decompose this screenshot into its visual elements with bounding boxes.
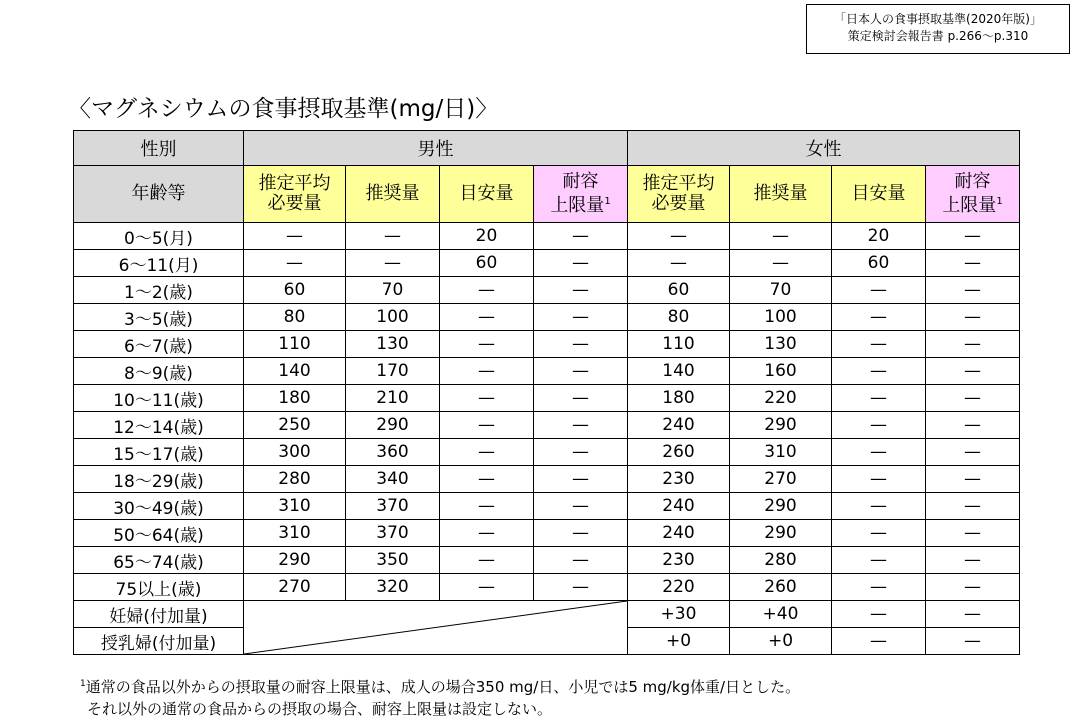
value-cell-m-rda: 350: [346, 547, 440, 574]
value-cell-f-rda: 100: [730, 304, 832, 331]
source-line-1: 「日本人の食事摂取基準(2020年版)」: [834, 12, 1042, 26]
value-cell-f-rda: 220: [730, 385, 832, 412]
value-cell-f-ear: 80: [628, 304, 730, 331]
value-cell-f-ear: 240: [628, 412, 730, 439]
table-row: [74, 574, 1020, 601]
value-cell-m-ear: 110: [244, 331, 346, 358]
value-cell-f-ear: 110: [628, 331, 730, 358]
value-cell-m-ul: —: [534, 493, 628, 520]
header-female-ear: [628, 166, 730, 223]
header-male-rda: 推奨量: [346, 166, 440, 223]
value-cell-f-ul: —: [926, 601, 1020, 628]
value-cell-f-ai: —: [832, 277, 926, 304]
value-cell-f-ai: 60: [832, 250, 926, 277]
table-row: [74, 331, 1020, 358]
value-cell-f-rda: 270: [730, 466, 832, 493]
age-cell: 18〜29(歳): [74, 466, 244, 493]
footnote-text-1: 通常の食品以外からの摂取量の耐容上限量は、成人の場合350 mg/日、小児では5 mg/kg体重/日とした。: [85, 678, 801, 696]
header-female-rda: 推奨量: [730, 166, 832, 223]
value-cell-f-ai: —: [832, 628, 926, 655]
value-cell-f-ul: —: [926, 493, 1020, 520]
value-cell-f-rda: +0: [730, 628, 832, 655]
value-cell-f-ai: —: [832, 493, 926, 520]
value-cell-m-ear: —: [244, 250, 346, 277]
header-female: 女性: [628, 131, 1020, 166]
value-cell-f-ul: —: [926, 439, 1020, 466]
value-cell-m-ear: —: [244, 223, 346, 250]
value-cell-m-ul: —: [534, 520, 628, 547]
value-cell-f-ear: +30: [628, 601, 730, 628]
value-cell-f-ear: 240: [628, 520, 730, 547]
table-row: [74, 277, 1020, 304]
value-cell-m-rda: 130: [346, 331, 440, 358]
value-cell-f-rda: 260: [730, 574, 832, 601]
value-cell-m-rda: 70: [346, 277, 440, 304]
value-cell-m-ear: 80: [244, 304, 346, 331]
value-cell-f-ear: —: [628, 223, 730, 250]
age-cell: 12〜14(歳): [74, 412, 244, 439]
table-row: [74, 385, 1020, 412]
value-cell-f-ear: 60: [628, 277, 730, 304]
age-cell: 65〜74(歳): [74, 547, 244, 574]
value-cell-m-ai: —: [440, 493, 534, 520]
diagonal-line: [244, 601, 627, 654]
value-cell-m-rda: 360: [346, 439, 440, 466]
table-row-special: [74, 601, 1020, 628]
value-cell-m-ai: —: [440, 547, 534, 574]
age-cell: 10〜11(歳): [74, 385, 244, 412]
value-cell-m-rda: 370: [346, 520, 440, 547]
value-cell-m-ul: —: [534, 466, 628, 493]
value-cell-m-ai: 20: [440, 223, 534, 250]
value-cell-m-ul: —: [534, 250, 628, 277]
footnote-mark: 1: [80, 679, 86, 689]
value-cell-m-ear: 270: [244, 574, 346, 601]
header-female-ul: [926, 166, 1020, 223]
value-cell-f-ear: 260: [628, 439, 730, 466]
value-cell-m-rda: 370: [346, 493, 440, 520]
value-cell-f-ai: —: [832, 304, 926, 331]
value-cell-m-ear: 300: [244, 439, 346, 466]
value-cell-f-ear: 180: [628, 385, 730, 412]
value-cell-f-ai: —: [832, 412, 926, 439]
value-cell-m-ai: —: [440, 277, 534, 304]
value-cell-m-ul: —: [534, 385, 628, 412]
value-cell-m-rda: —: [346, 250, 440, 277]
table-row: [74, 250, 1020, 277]
page-title: 〈マグネシウムの食事摂取基準(mg/日)〉: [68, 96, 499, 122]
age-cell: 50〜64(歳): [74, 520, 244, 547]
value-cell-f-ul: —: [926, 331, 1020, 358]
value-cell-f-rda: 290: [730, 520, 832, 547]
age-cell: 8〜9(歳): [74, 358, 244, 385]
value-cell-m-ai: —: [440, 358, 534, 385]
age-cell: 1〜2(歳): [74, 277, 244, 304]
value-cell-m-ai: —: [440, 412, 534, 439]
table-row: [74, 223, 1020, 250]
value-cell-f-ul: —: [926, 466, 1020, 493]
value-cell-m-rda: 290: [346, 412, 440, 439]
value-cell-f-rda: 280: [730, 547, 832, 574]
value-cell-m-ai: —: [440, 331, 534, 358]
value-cell-m-ai: 60: [440, 250, 534, 277]
value-cell-f-ul: —: [926, 628, 1020, 655]
value-cell-f-rda: 130: [730, 331, 832, 358]
header-male-ai: 目安量: [440, 166, 534, 223]
value-cell-f-ear: 240: [628, 493, 730, 520]
special-label-cell: 授乳婦(付加量): [74, 628, 244, 655]
footnote-line-2: それ以外の通常の食品からの摂取の場合、耐容上限量は設定しない。: [87, 700, 553, 718]
value-cell-f-ul: —: [926, 277, 1020, 304]
source-line-2: 策定検討会報告書 p.266〜p.310: [847, 29, 1029, 43]
age-cell: 6〜11(月): [74, 250, 244, 277]
header-age-label: 年齢等: [74, 166, 244, 223]
age-cell: 75以上(歳): [74, 574, 244, 601]
header-female-ai: 目安量: [832, 166, 926, 223]
table-row: [74, 493, 1020, 520]
age-cell: 3〜5(歳): [74, 304, 244, 331]
value-cell-f-ai: —: [832, 601, 926, 628]
header-ul-line1: 耐容: [562, 171, 599, 192]
value-cell-f-rda: 310: [730, 439, 832, 466]
value-cell-m-ear: 280: [244, 466, 346, 493]
value-cell-m-ear: 140: [244, 358, 346, 385]
value-cell-f-ul: —: [926, 304, 1020, 331]
not-applicable-diagonal-cell: [244, 601, 628, 655]
table-row: [74, 466, 1020, 493]
value-cell-f-ear: 220: [628, 574, 730, 601]
value-cell-m-ear: 310: [244, 520, 346, 547]
source-reference-box: [806, 4, 1070, 54]
value-cell-f-rda: +40: [730, 601, 832, 628]
value-cell-f-ear: 140: [628, 358, 730, 385]
header-ear-line1: 推定平均: [642, 173, 715, 194]
value-cell-m-ul: —: [534, 304, 628, 331]
footnote: [80, 673, 800, 720]
value-cell-f-ear: —: [628, 250, 730, 277]
value-cell-f-ul: —: [926, 385, 1020, 412]
table-row: [74, 304, 1020, 331]
value-cell-f-ai: —: [832, 385, 926, 412]
value-cell-m-ul: —: [534, 277, 628, 304]
value-cell-f-ai: —: [832, 547, 926, 574]
value-cell-f-ul: —: [926, 547, 1020, 574]
value-cell-m-ai: —: [440, 385, 534, 412]
value-cell-m-ul: —: [534, 223, 628, 250]
value-cell-m-rda: 100: [346, 304, 440, 331]
value-cell-f-rda: —: [730, 250, 832, 277]
value-cell-m-rda: 210: [346, 385, 440, 412]
footnote-line-1: [80, 673, 800, 698]
value-cell-f-rda: —: [730, 223, 832, 250]
value-cell-m-ai: —: [440, 520, 534, 547]
table-row: [74, 439, 1020, 466]
value-cell-m-ul: —: [534, 331, 628, 358]
value-cell-m-ai: —: [440, 574, 534, 601]
value-cell-f-rda: 290: [730, 493, 832, 520]
header-ear-line2: 必要量: [267, 193, 322, 214]
value-cell-f-ai: —: [832, 466, 926, 493]
value-cell-m-rda: —: [346, 223, 440, 250]
value-cell-f-ear: 230: [628, 547, 730, 574]
value-cell-f-ul: —: [926, 520, 1020, 547]
magnesium-intake-table: [73, 130, 1020, 655]
header-ear-line2: 必要量: [651, 193, 706, 214]
table-row: [74, 547, 1020, 574]
value-cell-f-ai: —: [832, 439, 926, 466]
value-cell-f-ul: —: [926, 358, 1020, 385]
value-cell-f-ai: —: [832, 358, 926, 385]
value-cell-m-rda: 170: [346, 358, 440, 385]
header-ear-line1: 推定平均: [258, 173, 331, 194]
table-row: [74, 358, 1020, 385]
value-cell-m-ul: —: [534, 412, 628, 439]
header-row-columns: [74, 166, 1020, 223]
value-cell-f-ul: —: [926, 412, 1020, 439]
value-cell-m-ear: 290: [244, 547, 346, 574]
value-cell-f-ear: +0: [628, 628, 730, 655]
value-cell-m-ul: —: [534, 358, 628, 385]
value-cell-m-ear: 310: [244, 493, 346, 520]
header-male-ear: [244, 166, 346, 223]
value-cell-m-ul: —: [534, 574, 628, 601]
value-cell-f-rda: 70: [730, 277, 832, 304]
value-cell-m-ai: —: [440, 304, 534, 331]
header-ul-mark: 1: [996, 196, 1003, 207]
header-male: 男性: [244, 131, 628, 166]
age-cell: 15〜17(歳): [74, 439, 244, 466]
table-row: [74, 412, 1020, 439]
value-cell-m-ear: 250: [244, 412, 346, 439]
value-cell-m-ai: —: [440, 466, 534, 493]
value-cell-m-ul: —: [534, 439, 628, 466]
value-cell-f-ai: —: [832, 331, 926, 358]
value-cell-f-ul: —: [926, 223, 1020, 250]
value-cell-m-rda: 320: [346, 574, 440, 601]
value-cell-f-ai: —: [832, 574, 926, 601]
header-ul-mark: 1: [604, 196, 611, 207]
value-cell-m-ear: 60: [244, 277, 346, 304]
table-row: [74, 520, 1020, 547]
header-sex-label: 性別: [74, 131, 244, 166]
age-cell: 30〜49(歳): [74, 493, 244, 520]
value-cell-f-ai: —: [832, 520, 926, 547]
value-cell-m-ai: —: [440, 439, 534, 466]
value-cell-f-ul: —: [926, 574, 1020, 601]
value-cell-f-ai: 20: [832, 223, 926, 250]
header-ul-line2: 上限量: [942, 195, 997, 216]
value-cell-f-ear: 230: [628, 466, 730, 493]
header-ul-line1: 耐容: [954, 171, 991, 192]
header-male-ul: [534, 166, 628, 223]
age-cell: 6〜7(歳): [74, 331, 244, 358]
age-cell: 0〜5(月): [74, 223, 244, 250]
value-cell-m-ear: 180: [244, 385, 346, 412]
value-cell-m-ul: —: [534, 547, 628, 574]
value-cell-m-rda: 340: [346, 466, 440, 493]
special-label-cell: 妊婦(付加量): [74, 601, 244, 628]
value-cell-f-rda: 160: [730, 358, 832, 385]
header-row-sex: [74, 131, 1020, 166]
header-ul-line2: 上限量: [550, 195, 605, 216]
value-cell-f-rda: 290: [730, 412, 832, 439]
value-cell-f-ul: —: [926, 250, 1020, 277]
